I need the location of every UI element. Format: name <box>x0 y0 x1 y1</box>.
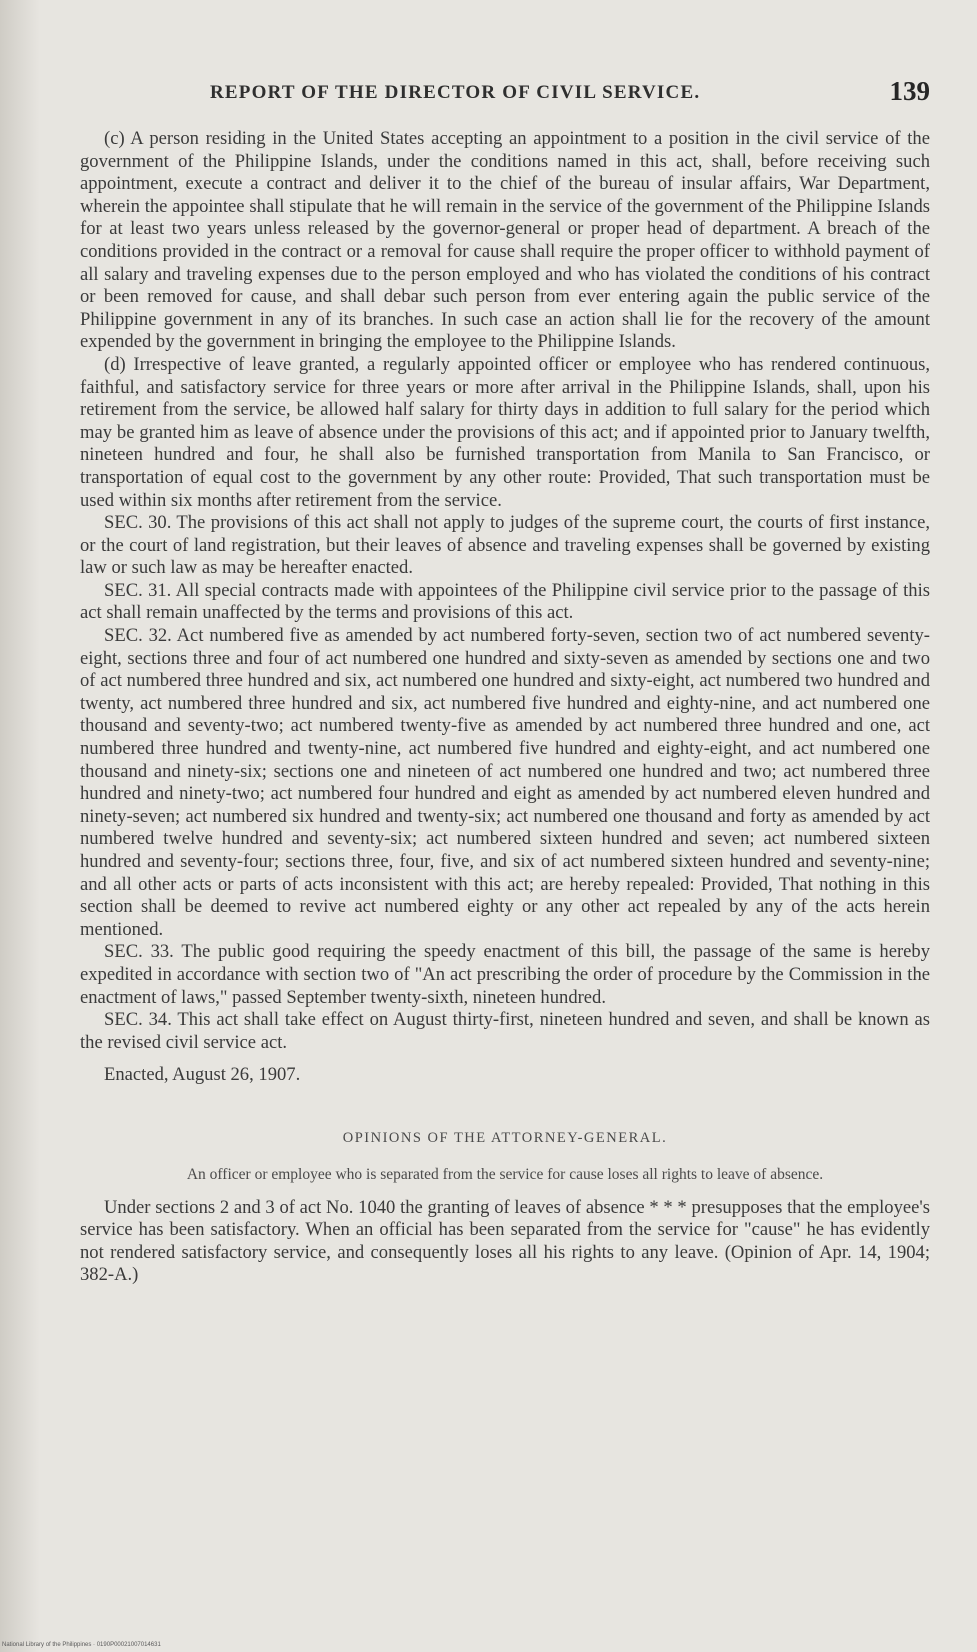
opinion-text: Under sections 2 and 3 of act No. 1040 the granting of leaves of absence * * * presupposes that the employee's service has been satisfactory. When an official has been separated from the service for "cause" he has evidently not rendered satisfactory service, and consequently loses all his rights to any leave. (Opinion of Apr. 14, 1904; 382-A.) <box>80 1196 930 1286</box>
opinion-syllabus: An officer or employee who is separated from the service for cause loses all rights to leave of absence. <box>186 1165 824 1183</box>
running-head: REPORT OF THE DIRECTOR OF CIVIL SERVICE. <box>210 82 701 103</box>
section-32: SEC. 32. Act numbered five as amended by act numbered forty-seven, section two of act numbered seventy-eight, sections three and four of act numbered one hundred and sixty-seven as amended by sections one and two of act numbered three hundred and six, act numbered one hundred and sixty-eight, act numbered two hundred and twenty, act numbered three hundred and six, act numbered five hundred and eighty-nine, and act numbered one thousand and seventy-two; act numbered twenty-five as amended by act numbered three hundred and one, act numbered three hundred and twenty-nine, act numbered five hundred and eighty-eight, and act numbered one thousand and ninety-six; sections one and nineteen of act numbered one hundred and two; act numbered three hundred and ninety-two; act numbered four hundred and eight as amended by act numbered eleven hundred and ninety-seven; act numbered six hundred and twenty-six; act numbered one thousand and forty as amended by act numbered twelve hundred and seventy-six; act numbered sixteen hundred and seven; act numbered sixteen hundred and seventy-four; sections three, four, five, and six of act numbered sixteen hundred and seventy-nine; and all other acts or parts of acts inconsistent with this act; are hereby repealed: Provided, That nothing in this section shall be deemed to revive act numbered eighty or any other act repealed by any of the acts herein mentioned. <box>80 625 930 940</box>
section-33: SEC. 33. The public good requiring the speedy enactment of this bill, the passage of the same is hereby expedited in accordance with section two of "An act prescribing the order of procedure by the Commission in the enactment of laws," passed September twenty-sixth, nineteen hundred. <box>80 941 930 1008</box>
section-34: SEC. 34. This act shall take effect on August thirty-first, nineteen hundred and seven, and shall be known as the revised civil service act. <box>80 1009 930 1053</box>
body-text <box>80 128 930 1287</box>
page-number: 139 <box>889 76 930 106</box>
opinions-heading: OPINIONS OF THE ATTORNEY-GENERAL. <box>342 1129 668 1146</box>
paragraph-d: (d) Irrespective of leave granted, a regularly appointed officer or employee who has rendered continuous, faithful, and satisfactory service for three years or more after arrival in the Philippine Islands, shall, upon his retirement from the service, be allowed half salary for thirty days in addition to full salary for the period which may be granted him as leave of absence under the provisions of this act; and if appointed prior to January twelfth, nineteen hundred and four, he shall also be furnished transportation from Manila to San Francisco, or transportation of equal cost to the government by any other route: Provided, That such transportation must be used within six months after retirement from the service. <box>80 353 930 511</box>
section-31: SEC. 31. All special contracts made with appointees of the Philippine civil service prior to the passage of this act shall remain unaffected by the terms and provisions of this act. <box>80 579 930 624</box>
page-edge-shadow <box>0 0 40 1652</box>
archive-stamp: National Library of the Philippines · 0190P00021007014631 <box>2 1642 161 1648</box>
section-30: SEC. 30. The provisions of this act shall not apply to judges of the supreme court, the courts of first instance, or the court of land registration, but their leaves of absence and traveling expenses shall be governed by existing law or such law as may be hereafter enacted. <box>80 512 930 579</box>
enacted-date: Enacted, August 26, 1907. <box>104 1064 301 1086</box>
paragraph-c: (c) A person residing in the United States accepting an appointment to a position in the civil service of the government of the Philippine Islands, under the conditions named in this act, shall, before receiving such appointment, execute a contract and deliver it to the chief of the bureau of insular affairs, War Department, wherein the appointee shall stipulate that he will remain in the service of the government of the Philippine Islands for at least two years unless released by the governor-general or proper head of department. A breach of the conditions provided in the contract or a removal for cause shall require the proper officer to withhold payment of all salary and traveling expenses due to the person employed and who has violated the conditions of his contract or been removed for cause, and shall debar such person from ever entering again the public service of the Philippine government in any of its branches. In such case an action shall lie for the recovery of the amount expended by the government in bringing the employee to the Philippine Islands. <box>80 128 930 353</box>
page-header <box>80 76 930 116</box>
